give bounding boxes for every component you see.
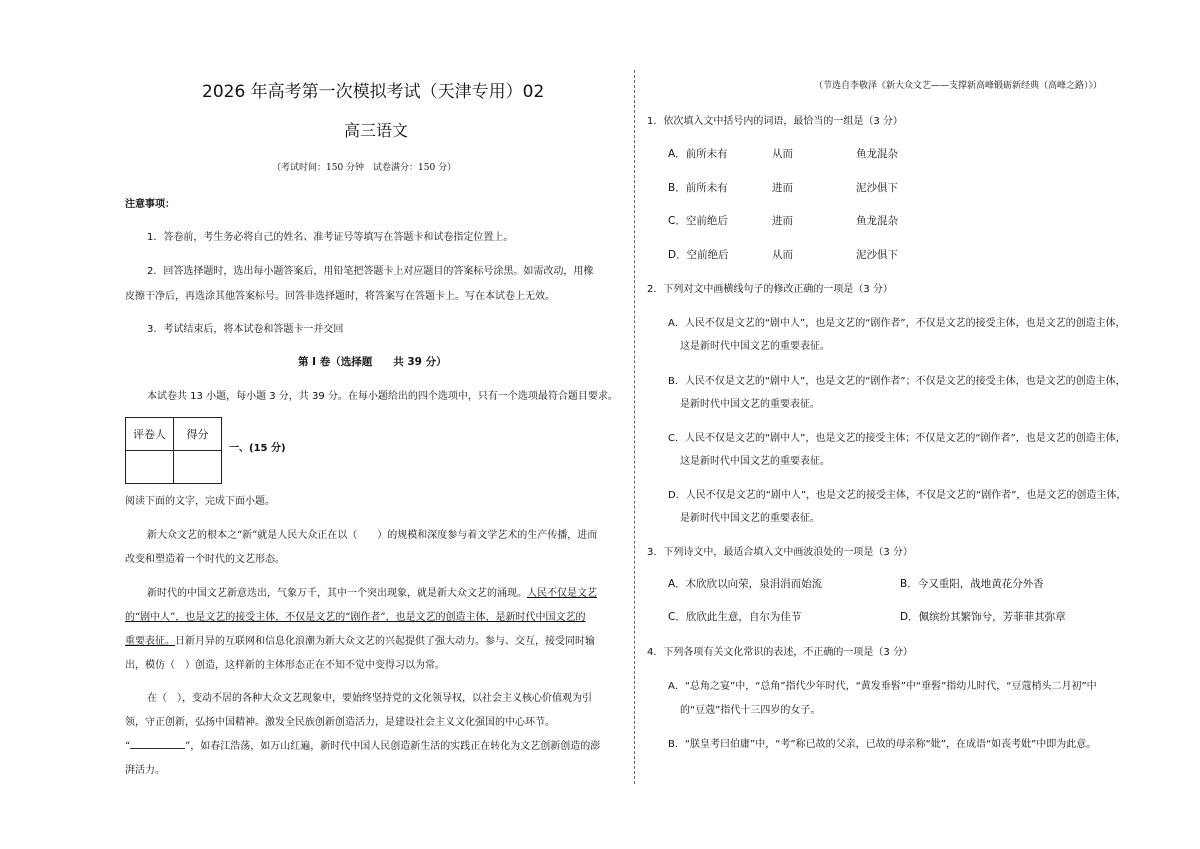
notice-heading: 注意事项： <box>125 199 175 210</box>
q1-option-b: B．前所未有 <box>668 182 728 194</box>
q2-option-a-line-2: 这是新时代中国文艺的重要表征。 <box>680 341 830 352</box>
passage-p3-text: ”，如春江浩荡，如万山红遍，新时代中国人民创造新生活的实践正在转化为文艺创新创造的澎 <box>185 741 601 752</box>
q2-option-d-line-1: D．人民不仅是文艺的“剧中人”，也是文艺的接受主体，不仅是文艺的“剧作者”，也是文艺的创造主体， <box>668 490 1127 501</box>
q4-option-a-line-1: A．“总角之宴”中，“总角”指代少年时代，“黄发垂髫”中“垂髫”指幼儿时代，“豆蔻梢头二月初”中 <box>668 681 1097 692</box>
q3-option-c: C．欣欣此生意，自尔为佳节 <box>668 611 802 623</box>
subject-title: 高三语文 <box>344 121 409 140</box>
q1-option-a-2: 从而 <box>772 148 793 160</box>
q2-option-c-line-2: 这是新时代中国文艺的重要表征。 <box>680 456 830 467</box>
q1-option-d: D．空前绝后 <box>668 249 729 261</box>
q3-stem: 3．下列诗文中，最适合填入文中画波浪处的一项是（3 分） <box>647 547 913 558</box>
passage-p3-line-4: 湃活力。 <box>125 765 165 776</box>
q4-option-b: B．“朕皇考曰伯庸”中，“考”称已故的父亲，已故的母亲称“妣”，在成语“如丧考妣”中即为此意。 <box>668 739 1097 750</box>
wavy-blank <box>130 739 185 749</box>
score-table <box>125 417 222 484</box>
underlined-sentence: 人民不仅是文艺 <box>527 588 597 599</box>
score-cell <box>174 451 222 484</box>
source-citation: （节选自李敬泽《新大众文艺——支撑新高峰锻砺新经典（高峰之路）》） <box>814 81 1103 91</box>
q1-option-a: A．前所未有 <box>668 148 728 160</box>
passage-p2-text: 新时代的中国文艺新意迭出，气象万千，其中一个突出现象，就是新大众文艺的涌现。 <box>147 588 527 599</box>
passage-p2-line-2: 的“剧中人”，也是文艺的接受主体，不仅是文艺的“剧作者”，也是文艺的创造主体，是新时代中国文艺的 <box>125 612 586 623</box>
grader-cell <box>126 451 174 484</box>
q1-option-c-2: 进而 <box>772 215 793 227</box>
section-heading: 第 Ⅰ 卷（选择题 共 39 分） <box>298 356 447 368</box>
part-one-heading: 一、(15 分) <box>229 443 286 454</box>
passage-p3-line-1: 在（ ），变动不居的各种大众文艺现象中，要始终坚持党的文化领导权，以社会主义核心价值观为引 <box>147 693 592 704</box>
q4-option-a-line-2: 的“豆蔻”指代十三四岁的女子。 <box>680 705 821 716</box>
exam-title: 2026 年高考第一次模拟考试（天津专用）02 <box>202 82 545 102</box>
passage-p3-line-3 <box>125 737 600 752</box>
passage-p2-line-1 <box>147 584 597 599</box>
q4-stem: 4．下列各项有关文化常识的表述，不正确的一项是（3 分） <box>647 647 913 658</box>
passage-p2-text-cont: 日新月异的互联网和信息化浪潮为新大众文艺的兴起提供了强大动力。参与、交互，接受同时输 <box>175 636 595 647</box>
passage-p1-line-2: 改变和塑造着一个时代的文艺形态。 <box>125 554 285 565</box>
notice-item-1: 1．答卷前，考生务必将自己的姓名、准考证号等填写在答题卡和试卷指定位置上。 <box>147 232 514 243</box>
q1-option-d-3: 泥沙俱下 <box>856 249 898 261</box>
q1-option-d-2: 从而 <box>772 249 793 261</box>
underlined-sentence-end: 重要表征。 <box>125 636 175 647</box>
q1-option-c: C．空前绝后 <box>668 215 728 227</box>
q1-option-a-3: 鱼龙混杂 <box>856 148 898 160</box>
q1-option-b-2: 进而 <box>772 182 793 194</box>
q2-option-b-line-1: B．人民不仅是文艺的“剧中人”，也是文艺的“剧作者”；不仅是文艺的接受主体，也是文艺的创造主体， <box>668 376 1126 387</box>
notice-item-3: 3．考试结束后，将本试卷和答题卡一并交回 <box>147 324 344 335</box>
q1-stem: 1．依次填入文中括号内的词语，最恰当的一组是（3 分） <box>647 116 903 127</box>
notice-item-2-line-1: 2．回答选择题时，选出每小题答案后，用铅笔把答题卡上对应题目的答案标号涂黑。如需改动，用橡 <box>147 266 594 277</box>
q1-option-b-3: 泥沙俱下 <box>856 182 898 194</box>
q3-option-b: B．今又重阳，战地黄花分外香 <box>900 578 1044 590</box>
q2-option-c-line-1: C．人民不仅是文艺的“剧中人”，也是文艺的接受主体；不仅是文艺的“剧作者”，也是文艺的创造主体， <box>668 433 1126 444</box>
q2-option-d-line-2: 是新时代中国文艺的重要表征。 <box>680 513 820 524</box>
open-quote: “ <box>125 741 131 752</box>
q2-option-a-line-1: A．人民不仅是文艺的“剧中人”，也是文艺的“剧作者”，不仅是文艺的接受主体，也是文艺的创造主体， <box>668 318 1126 329</box>
column-divider <box>634 70 635 784</box>
reading-instruction: 阅读下面的文字，完成下面小题。 <box>125 496 275 507</box>
q3-option-d: D．佩缤纷其繁饰兮，芳菲菲其弥章 <box>900 611 1066 623</box>
notice-item-2-line-2: 皮擦干净后，再选涂其他答案标号。回答非选择题时，将答案写在答题卡上。写在本试卷上无效。 <box>125 291 555 302</box>
passage-p3-line-2: 领，守正创新，弘扬中国精神。激发全民族创新创造活力，是建设社会主义文化强国的中心环节。 <box>125 717 555 728</box>
q1-option-c-3: 鱼龙混杂 <box>856 215 898 227</box>
q2-option-b-line-2: 是新时代中国文艺的重要表征。 <box>680 399 820 410</box>
passage-p1-line-1: 新大众文艺的根本之“新”就是人民大众正在以（ ）的规模和深度参与着文学艺术的生产传播，进而 <box>147 530 598 541</box>
section-description: 本试卷共 13 小题，每小题 3 分，共 39 分。在每小题给出的四个选项中，只有一个选项最符合题目要求。 <box>147 391 618 402</box>
passage-p2-line-4: 出，模仿（ ）创造，这样新的主体形态正在不知不觉中变得习以为常。 <box>125 660 445 671</box>
q2-stem: 2．下列对文中画横线句子的修改正确的一项是（3 分） <box>647 284 893 295</box>
q3-option-a: A．木欣欣以向荣，泉涓涓而始流 <box>668 578 823 590</box>
grader-label: 评卷人 <box>126 418 174 451</box>
exam-info: （考试时间：150 分钟 试卷满分：150 分） <box>272 163 457 173</box>
score-label: 得分 <box>174 418 222 451</box>
passage-p2-line-3 <box>125 632 595 647</box>
